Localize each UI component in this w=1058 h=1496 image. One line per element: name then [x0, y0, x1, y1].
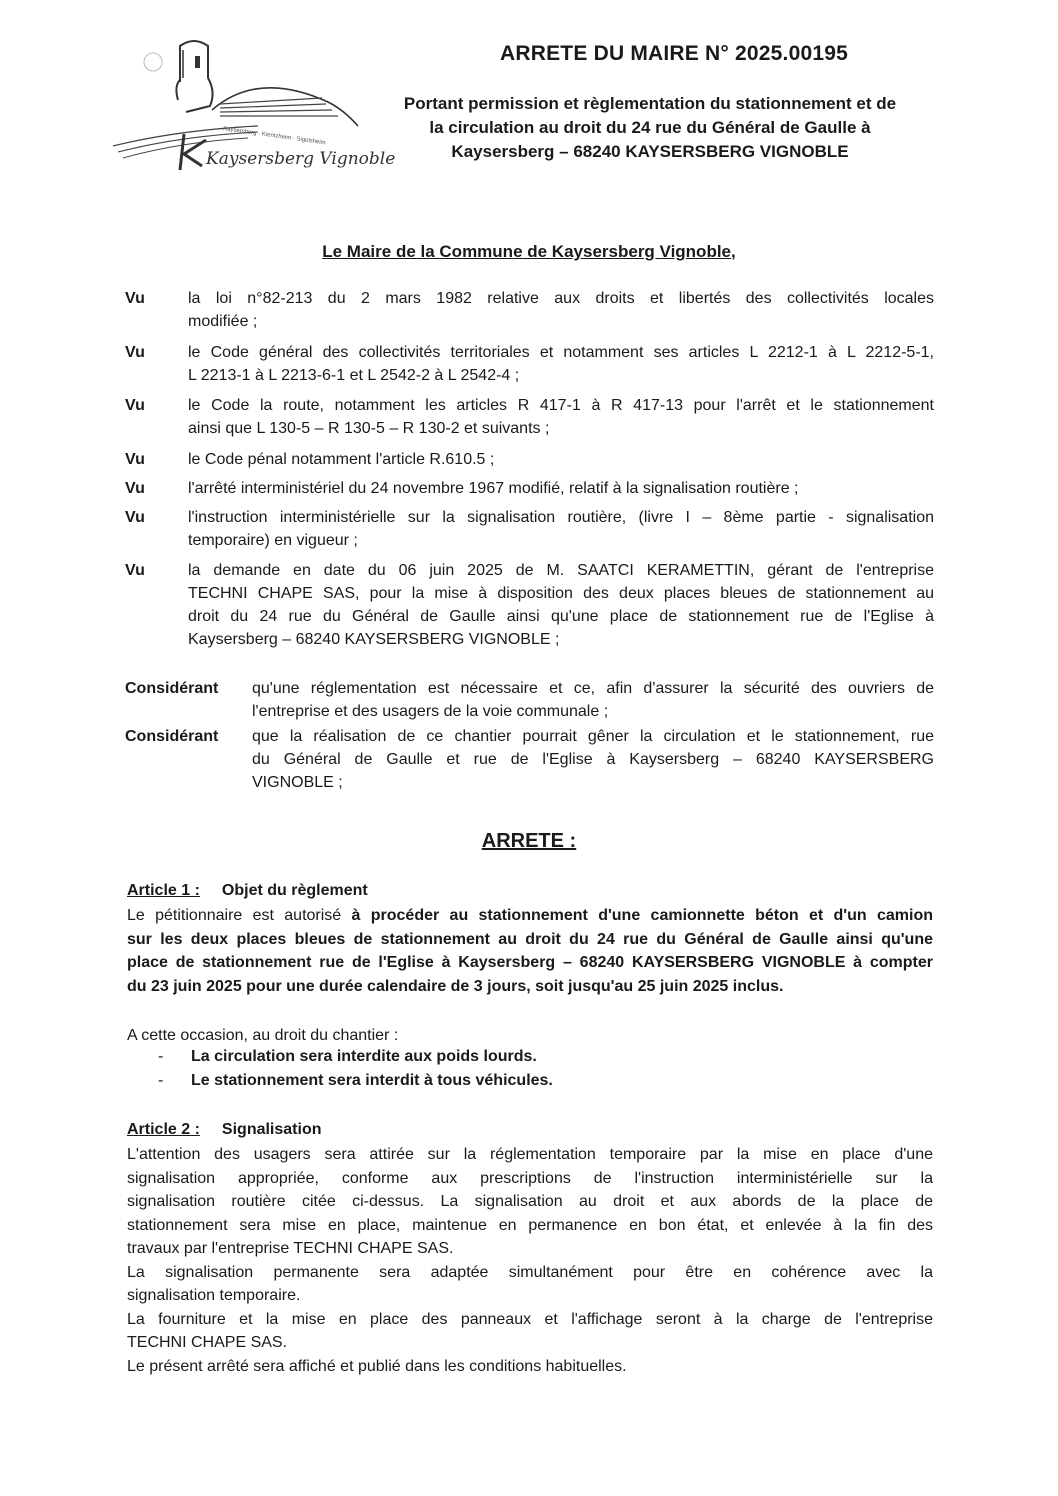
considerant-text-line: que la réalisation de ce chantier pourrait gêner la circulation et le stationnement, rue [252, 728, 934, 745]
article-number: Article 1 : [127, 882, 200, 899]
arrete-number-title: ARRETE DU MAIRE N° 2025.00195 [500, 42, 848, 65]
article-1-line: sur les deux places bleues de stationnement au droit du 24 rue du Général de Gaulle ainsi qu'une [127, 930, 933, 948]
vu-text-line: la demande en date du 06 juin 2025 de M. SAATCI KERAMETTIN, gérant de l'entreprise [188, 562, 934, 579]
bullet-item: - Le stationnement sera interdit à tous véhicules. [158, 1072, 553, 1089]
vu-text-line: la loi n°82-213 du 2 mars 1982 relative aux droits et libertés des collectivités locales [188, 290, 934, 307]
article-title: Objet du règlement [221, 882, 368, 899]
article-2-line: TECHNI CHAPE SAS. [127, 1334, 288, 1351]
article-1-line: du 23 juin 2025 pour une durée calendaire de 3 jours, soit jusqu'au 25 juin 2025 inclus. [127, 977, 784, 995]
article-2-heading [127, 1121, 322, 1139]
vu-text-line: l'arrêté interministériel du 24 novembre 1967 modifié, relatif à la signalisation routière ; [188, 480, 799, 497]
vu-text-line: le Code pénal notamment l'article R.610.5 ; [188, 451, 495, 468]
vu-text-line: l'instruction interministérielle sur la signalisation routière, (livre I – 8ème partie - signalisation [188, 509, 934, 526]
vu-text-line: ainsi que L 130-5 – R 130-5 – R 130-2 et suivants ; [188, 420, 550, 437]
vu-label: Vu [125, 290, 145, 307]
article-1-occasion: A cette occasion, au droit du chantier : [127, 1027, 399, 1044]
considerant-label: Considérant [125, 728, 219, 745]
considerant-label: Considérant [125, 680, 219, 697]
vu-text-line: Kaysersberg – 68240 KAYSERSBERG VIGNOBLE ; [188, 631, 560, 648]
vu-label: Vu [125, 344, 145, 361]
considerant-text-line: qu'une réglementation est nécessaire et ce, afin d'assurer la sécurité des ouvriers de [252, 680, 934, 697]
bullet-item: - La circulation sera interdite aux poids lourds. [158, 1048, 537, 1065]
vu-label: Vu [125, 451, 145, 468]
vu-label: Vu [125, 397, 145, 414]
vu-text-line: le Code général des collectivités territoriales et notamment ses articles L 2212-1 à L 2212-5-1, [188, 344, 934, 361]
vu-label: Vu [125, 480, 145, 497]
vu-text-line: temporaire) en vigueur ; [188, 532, 358, 549]
subtitle-line: la circulation au droit du 24 rue du Général de Gaulle à [429, 118, 871, 137]
vu-text-line: L 2213-1 à L 2213-6-1 et L 2542-2 à L 2542-4 ; [188, 367, 520, 384]
subtitle-line: Portant permission et règlementation du stationnement et de [403, 94, 897, 113]
logo-name-text: Kaysersberg Vignoble [206, 149, 396, 169]
article-title: Signalisation [221, 1121, 322, 1138]
considerant-text-line: VIGNOBLE ; [252, 774, 343, 791]
article-2-line: L'attention des usagers sera attirée sur la réglementation temporaire par la mise en place d'une [127, 1146, 933, 1163]
article-2-line: stationnement sera mise en place, maintenue en permanence en bon état, et enlevée à la fin des [127, 1216, 933, 1234]
article-1-body [127, 904, 933, 998]
article-2-line: La signalisation permanente sera adaptée simultanément pour être en cohérence avec la [127, 1263, 933, 1281]
considerant-text-line: du Général de Gaulle et rue de l'Eglise à Kaysersberg – 68240 KAYSERSBERG [252, 751, 934, 768]
article-2-line: Le présent arrêté sera affiché et publié dans les conditions habituelles. [127, 1357, 627, 1375]
article-1-heading [127, 882, 368, 900]
vu-label: Vu [125, 509, 145, 526]
vu-text-line: TECHNI CHAPE SAS, pour la mise à disposition des deux places bleues de stationnement au [188, 585, 934, 602]
considerant-text-line: l'entreprise et des usagers de la voie communale ; [252, 703, 609, 720]
arrete-heading: ARRETE : [481, 830, 577, 852]
vu-text-line: droit du 24 rue du Général de Gaulle ainsi qu'une place de stationnement rue de l'Eglise à [188, 608, 934, 625]
article-2-body [127, 1143, 933, 1378]
bullet-text: La circulation sera interdite aux poids lourds. [191, 1048, 537, 1065]
article-2-line: travaux par l'entreprise TECHNI CHAPE SAS. [127, 1240, 454, 1257]
kaysersberg-vignoble-logo [108, 30, 396, 180]
article-2-line: signalisation temporaire. [127, 1287, 301, 1304]
article-2-line: signalisation appropriée, conforme aux prescriptions de l'instruction interministérielle sur la [127, 1169, 933, 1187]
article-2-line: La fourniture et la mise en place des panneaux et l'affichage seront à la charge de l'entreprise [127, 1310, 933, 1328]
logo-communes-text: Kaysersberg · Kientzheim · Sigolsheim [222, 126, 326, 147]
bullet-text: Le stationnement sera interdit à tous véhicules. [191, 1072, 553, 1089]
article-2-line: signalisation routière citée ci-dessus. La signalisation au droit et aux abords de la place de [127, 1193, 933, 1210]
vu-label: Vu [125, 562, 145, 579]
article-1-line: place de stationnement rue de l'Eglise à Kaysersberg – 68240 KAYSERSBERG VIGNOBLE à compter [127, 954, 933, 971]
arrete-subtitle [370, 92, 930, 164]
maire-heading: Le Maire de la Commune de Kaysersberg Vignoble, [322, 242, 736, 261]
article-number: Article 2 : [127, 1121, 200, 1138]
article-1-line: Le pétitionnaire est autorisé à procéder au stationnement d'une camionnette béton et d'un camion [127, 907, 933, 924]
vu-text-line: le Code la route, notamment les articles R 417-1 à R 417-13 pour l'arrêt et le stationnement [188, 397, 934, 414]
logo-graphic [108, 30, 396, 180]
subtitle-line: Kaysersberg – 68240 KAYSERSBERG VIGNOBLE [451, 142, 849, 161]
vu-text-line: modifiée ; [188, 313, 258, 330]
